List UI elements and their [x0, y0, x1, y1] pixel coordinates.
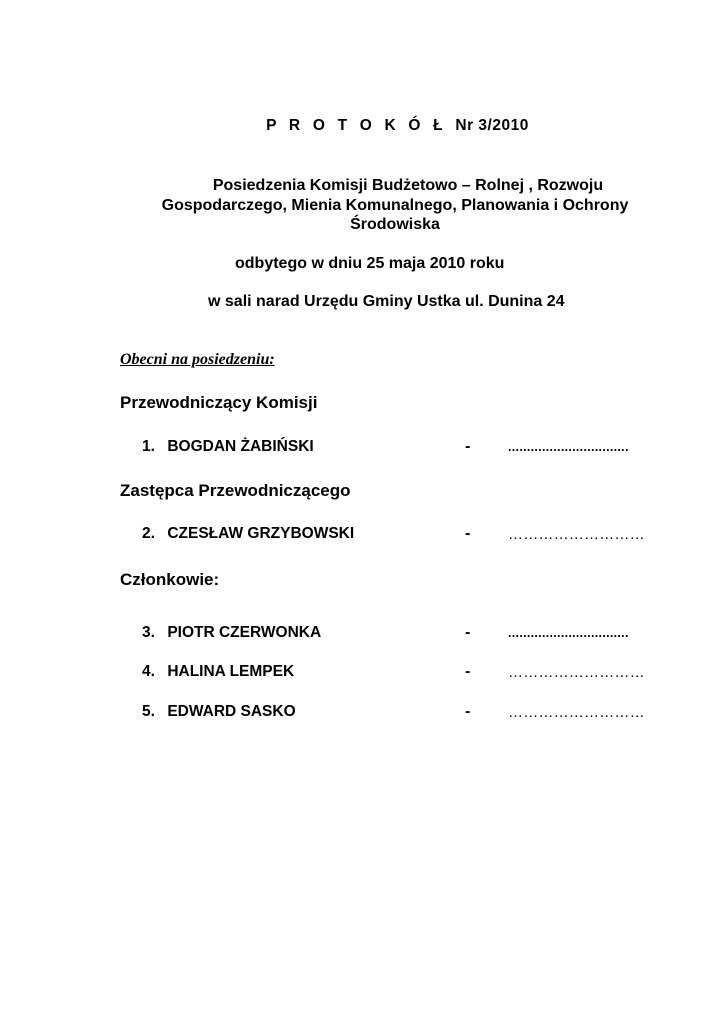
- member-name-text: CZESŁAW GRZYBOWSKI: [167, 525, 355, 542]
- member-number: 1.: [142, 438, 155, 455]
- member-number: 3.: [142, 624, 155, 641]
- member-name: [142, 525, 354, 543]
- document-title: [0, 117, 724, 135]
- member-dash: -: [465, 663, 471, 680]
- member-dash: -: [465, 624, 471, 641]
- signature-line: ………………………: [508, 704, 645, 721]
- signature-line: ................................: [508, 440, 629, 454]
- member-name-text: EDWARD SASKO: [167, 703, 296, 720]
- member-name: [142, 663, 294, 681]
- section-heading-chairman: Przewodniczący Komisji: [120, 393, 318, 412]
- title-number: Nr 3/2010: [455, 117, 529, 134]
- member-name: [142, 438, 314, 456]
- meeting-date: odbytego w dniu 25 maja 2010 roku: [235, 255, 505, 272]
- present-heading: Obecni na posiedzeniu:: [120, 351, 275, 368]
- member-number: 2.: [142, 525, 155, 542]
- member-number: 5.: [142, 703, 155, 720]
- signature-line: ………………………: [508, 526, 645, 543]
- section-heading-deputy: Zastępca Przewodniczącego: [120, 481, 351, 500]
- member-dash: -: [465, 525, 471, 542]
- member-name: [142, 703, 296, 721]
- member-dash: -: [465, 438, 471, 455]
- meeting-subject: [120, 176, 670, 235]
- subject-line-1: Posiedzenia Komisji Budżetowo – Rolnej , Rozwoju: [212, 177, 604, 194]
- signature-line: ................................: [508, 626, 629, 640]
- meeting-place: w sali narad Urzędu Gminy Ustka ul. Dunina 24: [208, 293, 565, 310]
- member-number: 4.: [142, 663, 155, 680]
- section-heading-members: Członkowie:: [120, 570, 220, 589]
- title-main: P R O T O K Ó Ł: [266, 117, 447, 134]
- member-name-text: PIOTR CZERWONKA: [167, 624, 322, 641]
- member-dash: -: [465, 703, 471, 720]
- subject-line-2: Gospodarczego, Mienia Komunalnego, Planowania i Ochrony: [161, 196, 629, 214]
- member-name-text: BOGDAN ŻABIŃSKI: [167, 438, 314, 455]
- member-name-text: HALINA LEMPEK: [167, 663, 295, 680]
- subject-line-3: Środowiska: [350, 216, 440, 233]
- signature-line: ………………………: [508, 664, 645, 681]
- member-name: [142, 624, 321, 642]
